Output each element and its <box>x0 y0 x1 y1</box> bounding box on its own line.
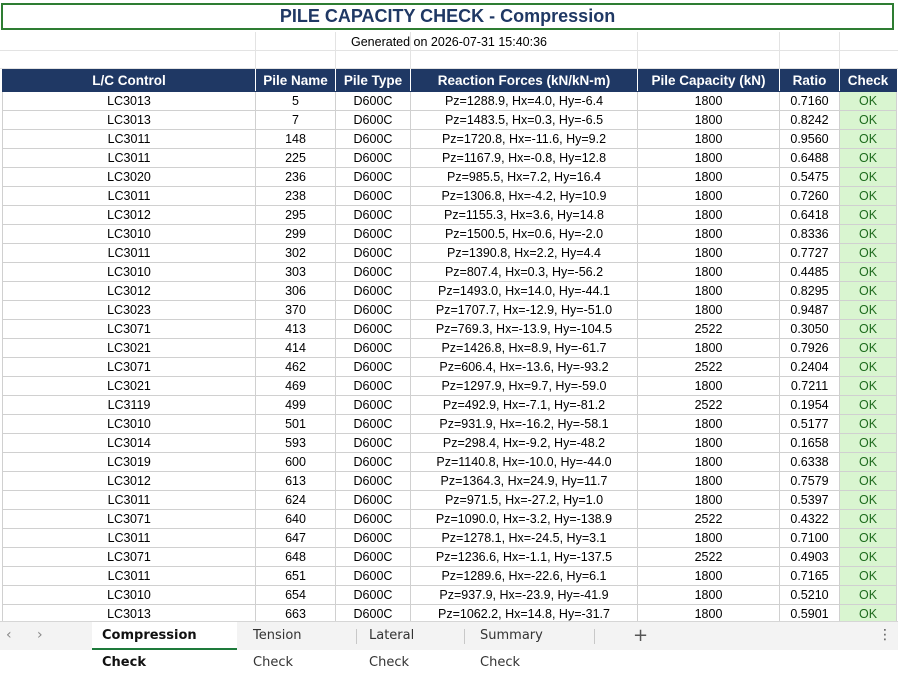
cell-ratio[interactable]: 0.7211 <box>780 377 840 396</box>
cell-check[interactable]: OK <box>840 244 897 263</box>
gridline <box>0 50 898 51</box>
cell-reaction-forces[interactable]: Pz=1167.9, Hx=-0.8, Hy=12.8 <box>411 149 638 168</box>
cell-check[interactable]: OK <box>840 149 897 168</box>
cell-lc-control[interactable]: LC3010 <box>3 263 256 282</box>
cell-lc-control[interactable]: LC3071 <box>3 510 256 529</box>
cell-pile-capacity[interactable]: 2522 <box>638 320 780 339</box>
cell-pile-type[interactable]: D600C <box>336 548 411 567</box>
table-row <box>3 586 897 605</box>
cell-pile-type[interactable]: D600C <box>336 567 411 586</box>
cell-pile-type[interactable]: D600C <box>336 586 411 605</box>
cell-check[interactable]: OK <box>840 282 897 301</box>
cell-ratio[interactable]: 0.7160 <box>780 92 840 111</box>
cell-pile-name[interactable]: 225 <box>256 149 336 168</box>
cell-reaction-forces[interactable]: Pz=1288.9, Hx=4.0, Hy=-6.4 <box>411 92 638 111</box>
gridline <box>335 32 336 69</box>
cell-check[interactable]: OK <box>840 605 897 622</box>
cell-reaction-forces[interactable]: Pz=1289.6, Hx=-22.6, Hy=6.1 <box>411 567 638 586</box>
cell-pile-type[interactable]: D600C <box>336 358 411 377</box>
cell-pile-capacity[interactable]: 2522 <box>638 396 780 415</box>
cell-pile-name[interactable]: 600 <box>256 453 336 472</box>
cell-check[interactable]: OK <box>840 586 897 605</box>
cell-pile-name[interactable]: 501 <box>256 415 336 434</box>
cell-pile-name[interactable]: 462 <box>256 358 336 377</box>
table-row <box>3 529 897 548</box>
table-row <box>3 168 897 187</box>
cell-pile-name[interactable]: 651 <box>256 567 336 586</box>
cell-reaction-forces[interactable]: Pz=606.4, Hx=-13.6, Hy=-93.2 <box>411 358 638 377</box>
table-row <box>3 396 897 415</box>
cell-pile-capacity[interactable]: 1800 <box>638 586 780 605</box>
column-header-pile-name[interactable]: Pile Name <box>256 70 336 92</box>
cell-lc-control[interactable]: LC3011 <box>3 187 256 206</box>
cell-ratio[interactable]: 0.2404 <box>780 358 840 377</box>
table-row <box>3 358 897 377</box>
cell-pile-type[interactable]: D600C <box>336 453 411 472</box>
cell-check[interactable]: OK <box>840 339 897 358</box>
cell-ratio[interactable]: 0.9487 <box>780 301 840 320</box>
cell-ratio[interactable]: 0.1658 <box>780 434 840 453</box>
table-row <box>3 282 897 301</box>
cell-pile-capacity[interactable]: 2522 <box>638 510 780 529</box>
cell-ratio[interactable]: 0.7100 <box>780 529 840 548</box>
cell-pile-capacity[interactable]: 1800 <box>638 567 780 586</box>
cell-pile-capacity[interactable]: 1800 <box>638 168 780 187</box>
cell-ratio[interactable]: 0.9560 <box>780 130 840 149</box>
cell-reaction-forces[interactable]: Pz=1278.1, Hx=-24.5, Hy=3.1 <box>411 529 638 548</box>
cell-reaction-forces[interactable]: Pz=1155.3, Hx=3.6, Hy=14.8 <box>411 206 638 225</box>
cell-ratio[interactable]: 0.5901 <box>780 605 840 622</box>
cell-ratio[interactable]: 0.8336 <box>780 225 840 244</box>
cell-lc-control[interactable]: LC3011 <box>3 149 256 168</box>
cell-pile-type[interactable]: D600C <box>336 282 411 301</box>
cell-pile-name[interactable]: 648 <box>256 548 336 567</box>
cell-lc-control[interactable]: LC3013 <box>3 605 256 622</box>
add-sheet-icon[interactable]: + <box>633 625 649 646</box>
cell-check[interactable]: OK <box>840 111 897 130</box>
table-row <box>3 453 897 472</box>
more-options-icon[interactable]: ⋮ <box>878 627 892 643</box>
cell-lc-control[interactable]: LC3014 <box>3 434 256 453</box>
cell-reaction-forces[interactable]: Pz=931.9, Hx=-16.2, Hy=-58.1 <box>411 415 638 434</box>
cell-check[interactable]: OK <box>840 396 897 415</box>
cell-reaction-forces[interactable]: Pz=769.3, Hx=-13.9, Hy=-104.5 <box>411 320 638 339</box>
cell-reaction-forces[interactable]: Pz=1493.0, Hx=14.0, Hy=-44.1 <box>411 282 638 301</box>
cell-pile-type[interactable]: D600C <box>336 130 411 149</box>
cell-ratio[interactable]: 0.5397 <box>780 491 840 510</box>
cell-check[interactable]: OK <box>840 92 897 111</box>
cell-ratio[interactable]: 0.4322 <box>780 510 840 529</box>
cell-pile-capacity[interactable]: 1800 <box>638 453 780 472</box>
tab-compression-check[interactable]: Compression Check <box>92 622 237 650</box>
table-body <box>3 92 897 622</box>
cell-check[interactable]: OK <box>840 567 897 586</box>
cell-pile-type[interactable]: D600C <box>336 320 411 339</box>
cell-check[interactable]: OK <box>840 263 897 282</box>
cell-lc-control[interactable]: LC3023 <box>3 301 256 320</box>
cell-ratio[interactable]: 0.5210 <box>780 586 840 605</box>
cell-reaction-forces[interactable]: Pz=1236.6, Hx=-1.1, Hy=-137.5 <box>411 548 638 567</box>
cell-pile-name[interactable]: 414 <box>256 339 336 358</box>
cell-pile-name[interactable]: 647 <box>256 529 336 548</box>
cell-ratio[interactable]: 0.5475 <box>780 168 840 187</box>
cell-ratio[interactable]: 0.1954 <box>780 396 840 415</box>
cell-pile-type[interactable]: D600C <box>336 244 411 263</box>
cell-reaction-forces[interactable]: Pz=1364.3, Hx=24.9, Hy=11.7 <box>411 472 638 491</box>
cell-reaction-forces[interactable]: Pz=985.5, Hx=7.2, Hy=16.4 <box>411 168 638 187</box>
cell-check[interactable]: OK <box>840 434 897 453</box>
cell-pile-name[interactable]: 306 <box>256 282 336 301</box>
table-row <box>3 605 897 622</box>
cell-lc-control[interactable]: LC3012 <box>3 282 256 301</box>
cell-pile-capacity[interactable]: 1800 <box>638 187 780 206</box>
cell-pile-name[interactable]: 663 <box>256 605 336 622</box>
cell-pile-name[interactable]: 148 <box>256 130 336 149</box>
cell-pile-name[interactable]: 236 <box>256 168 336 187</box>
table-header-row <box>3 70 897 92</box>
cell-reaction-forces[interactable]: Pz=298.4, Hx=-9.2, Hy=-48.2 <box>411 434 638 453</box>
cell-pile-type[interactable]: D600C <box>336 225 411 244</box>
cell-pile-capacity[interactable]: 1800 <box>638 92 780 111</box>
cell-pile-type[interactable]: D600C <box>336 377 411 396</box>
cell-ratio[interactable]: 0.7727 <box>780 244 840 263</box>
table-row <box>3 339 897 358</box>
cell-pile-type[interactable]: D600C <box>336 491 411 510</box>
column-header-check[interactable]: Check <box>840 70 897 92</box>
cell-lc-control[interactable]: LC3010 <box>3 225 256 244</box>
cell-pile-type[interactable]: D600C <box>336 472 411 491</box>
cell-check[interactable]: OK <box>840 301 897 320</box>
cell-pile-name[interactable]: 640 <box>256 510 336 529</box>
cell-pile-type[interactable]: D600C <box>336 510 411 529</box>
cell-pile-name[interactable]: 654 <box>256 586 336 605</box>
cell-lc-control[interactable]: LC3021 <box>3 339 256 358</box>
cell-pile-type[interactable]: D600C <box>336 339 411 358</box>
cell-reaction-forces[interactable]: Pz=1720.8, Hx=-11.6, Hy=9.2 <box>411 130 638 149</box>
scroll-tabs-right-icon[interactable]: › <box>37 627 43 643</box>
cell-pile-capacity[interactable]: 1800 <box>638 491 780 510</box>
table-row <box>3 225 897 244</box>
cell-pile-name[interactable]: 238 <box>256 187 336 206</box>
cell-reaction-forces[interactable]: Pz=1140.8, Hx=-10.0, Hy=-44.0 <box>411 453 638 472</box>
cell-pile-type[interactable]: D600C <box>336 434 411 453</box>
cell-ratio[interactable]: 0.7926 <box>780 339 840 358</box>
cell-check[interactable]: OK <box>840 206 897 225</box>
cell-lc-control[interactable]: LC3011 <box>3 130 256 149</box>
pile-capacity-table <box>2 69 897 621</box>
cell-pile-type[interactable]: D600C <box>336 206 411 225</box>
cell-pile-type[interactable]: D600C <box>336 149 411 168</box>
cell-pile-name[interactable]: 624 <box>256 491 336 510</box>
cell-pile-name[interactable]: 613 <box>256 472 336 491</box>
cell-reaction-forces[interactable]: Pz=1426.8, Hx=8.9, Hy=-61.7 <box>411 339 638 358</box>
table-row <box>3 472 897 491</box>
cell-ratio[interactable]: 0.8242 <box>780 111 840 130</box>
table-row <box>3 548 897 567</box>
column-header-pile-capacity[interactable]: Pile Capacity (kN) <box>638 70 780 92</box>
table-row <box>3 206 897 225</box>
cell-reaction-forces[interactable]: Pz=1306.8, Hx=-4.2, Hy=10.9 <box>411 187 638 206</box>
cell-pile-capacity[interactable]: 1800 <box>638 244 780 263</box>
column-header-lc-control[interactable]: L/C Control <box>3 70 256 92</box>
cell-reaction-forces[interactable]: Pz=971.5, Hx=-27.2, Hy=1.0 <box>411 491 638 510</box>
cell-lc-control[interactable]: LC3071 <box>3 358 256 377</box>
cell-ratio[interactable]: 0.7165 <box>780 567 840 586</box>
cell-pile-name[interactable]: 303 <box>256 263 336 282</box>
cell-pile-capacity[interactable]: 1800 <box>638 339 780 358</box>
cell-ratio[interactable]: 0.6338 <box>780 453 840 472</box>
cell-pile-capacity[interactable]: 2522 <box>638 358 780 377</box>
cell-lc-control[interactable]: LC3119 <box>3 396 256 415</box>
cell-pile-type[interactable]: D600C <box>336 168 411 187</box>
cell-pile-type[interactable]: D600C <box>336 529 411 548</box>
cell-pile-type[interactable]: D600C <box>336 301 411 320</box>
cell-lc-control[interactable]: LC3010 <box>3 586 256 605</box>
cell-check[interactable]: OK <box>840 510 897 529</box>
cell-pile-capacity[interactable]: 1800 <box>638 149 780 168</box>
cell-pile-capacity[interactable]: 1800 <box>638 377 780 396</box>
table-row <box>3 92 897 111</box>
cell-pile-type[interactable]: D600C <box>336 605 411 622</box>
cell-check[interactable]: OK <box>840 187 897 206</box>
cell-ratio[interactable]: 0.7260 <box>780 187 840 206</box>
cell-pile-capacity[interactable]: 1800 <box>638 301 780 320</box>
cell-check[interactable]: OK <box>840 453 897 472</box>
cell-ratio[interactable]: 0.5177 <box>780 415 840 434</box>
cell-check[interactable]: OK <box>840 472 897 491</box>
report-title[interactable]: PILE CAPACITY CHECK - Compression <box>1 3 894 30</box>
cell-check[interactable]: OK <box>840 130 897 149</box>
cell-lc-control[interactable]: LC3013 <box>3 111 256 130</box>
cell-pile-name[interactable]: 302 <box>256 244 336 263</box>
cell-reaction-forces[interactable]: Pz=1062.2, Hx=14.8, Hy=-31.7 <box>411 605 638 622</box>
cell-check[interactable]: OK <box>840 168 897 187</box>
cell-ratio[interactable]: 0.4903 <box>780 548 840 567</box>
table-row <box>3 263 897 282</box>
cell-pile-name[interactable]: 499 <box>256 396 336 415</box>
cell-pile-type[interactable]: D600C <box>336 111 411 130</box>
column-header-reaction-forces[interactable]: Reaction Forces (kN/kN-m) <box>411 70 638 92</box>
cell-lc-control[interactable]: LC3020 <box>3 168 256 187</box>
cell-lc-control[interactable]: LC3012 <box>3 206 256 225</box>
cell-reaction-forces[interactable]: Pz=1707.7, Hx=-12.9, Hy=-51.0 <box>411 301 638 320</box>
table-row <box>3 301 897 320</box>
cell-lc-control[interactable]: LC3071 <box>3 548 256 567</box>
tab-divider <box>594 629 595 644</box>
cell-lc-control[interactable]: LC3011 <box>3 567 256 586</box>
gridline <box>779 32 780 69</box>
table-row <box>3 415 897 434</box>
cell-pile-name[interactable]: 299 <box>256 225 336 244</box>
cell-check[interactable]: OK <box>840 377 897 396</box>
table-row <box>3 187 897 206</box>
cell-reaction-forces[interactable]: Pz=937.9, Hx=-23.9, Hy=-41.9 <box>411 586 638 605</box>
table-row <box>3 111 897 130</box>
cell-pile-type[interactable]: D600C <box>336 92 411 111</box>
tab-tension-check[interactable]: Tension Check <box>253 628 302 670</box>
cell-pile-name[interactable]: 469 <box>256 377 336 396</box>
cell-lc-control[interactable]: LC3010 <box>3 415 256 434</box>
gridline <box>255 32 256 69</box>
table-row <box>3 244 897 263</box>
table-row <box>3 510 897 529</box>
cell-pile-capacity[interactable]: 2522 <box>638 548 780 567</box>
cell-ratio[interactable]: 0.8295 <box>780 282 840 301</box>
cell-ratio[interactable]: 0.4485 <box>780 263 840 282</box>
table-row <box>3 149 897 168</box>
cell-pile-type[interactable]: D600C <box>336 396 411 415</box>
sheet-tab-bar <box>0 621 898 670</box>
column-header-ratio[interactable]: Ratio <box>780 70 840 92</box>
cell-lc-control[interactable]: LC3012 <box>3 472 256 491</box>
gridline <box>637 32 638 69</box>
cell-reaction-forces[interactable]: Pz=1297.9, Hx=9.7, Hy=-59.0 <box>411 377 638 396</box>
cell-pile-capacity[interactable]: 1800 <box>638 111 780 130</box>
cell-pile-type[interactable]: D600C <box>336 263 411 282</box>
table-row <box>3 320 897 339</box>
cell-pile-capacity[interactable]: 1800 <box>638 206 780 225</box>
tab-lateral-check[interactable]: Lateral Check <box>369 628 415 670</box>
table-row <box>3 130 897 149</box>
cell-pile-name[interactable]: 370 <box>256 301 336 320</box>
cell-check[interactable]: OK <box>840 491 897 510</box>
cell-pile-name[interactable]: 7 <box>256 111 336 130</box>
cell-pile-capacity[interactable]: 1800 <box>638 529 780 548</box>
cell-reaction-forces[interactable]: Pz=1090.0, Hx=-3.2, Hy=-138.9 <box>411 510 638 529</box>
table-row <box>3 434 897 453</box>
cell-ratio[interactable]: 0.6488 <box>780 149 840 168</box>
cell-lc-control[interactable]: LC3071 <box>3 320 256 339</box>
cell-pile-capacity[interactable]: 1800 <box>638 282 780 301</box>
cell-check[interactable]: OK <box>840 415 897 434</box>
cell-pile-capacity[interactable]: 1800 <box>638 472 780 491</box>
cell-lc-control[interactable]: LC3019 <box>3 453 256 472</box>
cell-check[interactable]: OK <box>840 548 897 567</box>
gridline <box>410 32 411 69</box>
cell-lc-control[interactable]: LC3011 <box>3 529 256 548</box>
cell-lc-control[interactable]: LC3013 <box>3 92 256 111</box>
cell-reaction-forces[interactable]: Pz=492.9, Hx=-7.1, Hy=-81.2 <box>411 396 638 415</box>
cell-pile-capacity[interactable]: 1800 <box>638 415 780 434</box>
cell-pile-type[interactable]: D600C <box>336 415 411 434</box>
column-header-pile-type[interactable]: Pile Type <box>336 70 411 92</box>
cell-ratio[interactable]: 0.7579 <box>780 472 840 491</box>
cell-check[interactable]: OK <box>840 225 897 244</box>
tab-divider <box>464 629 465 644</box>
cell-reaction-forces[interactable]: Pz=807.4, Hx=0.3, Hy=-56.2 <box>411 263 638 282</box>
cell-reaction-forces[interactable]: Pz=1390.8, Hx=2.2, Hy=4.4 <box>411 244 638 263</box>
gridline <box>839 32 840 69</box>
cell-lc-control[interactable]: LC3011 <box>3 244 256 263</box>
cell-pile-capacity[interactable]: 1800 <box>638 434 780 453</box>
tab-summary-check[interactable]: Summary Check <box>480 628 543 670</box>
cell-pile-name[interactable]: 5 <box>256 92 336 111</box>
generated-timestamp[interactable]: Generated on 2026-07-31 15:40:36 <box>351 34 547 49</box>
cell-check[interactable]: OK <box>840 358 897 377</box>
cell-reaction-forces[interactable]: Pz=1500.5, Hx=0.6, Hy=-2.0 <box>411 225 638 244</box>
table-row <box>3 567 897 586</box>
cell-pile-capacity[interactable]: 1800 <box>638 130 780 149</box>
cell-pile-name[interactable]: 413 <box>256 320 336 339</box>
cell-pile-capacity[interactable]: 1800 <box>638 263 780 282</box>
cell-lc-control[interactable]: LC3011 <box>3 491 256 510</box>
cell-lc-control[interactable]: LC3021 <box>3 377 256 396</box>
scroll-tabs-left-icon[interactable]: ‹ <box>6 627 12 643</box>
cell-ratio[interactable]: 0.6418 <box>780 206 840 225</box>
table-row <box>3 491 897 510</box>
cell-pile-capacity[interactable]: 1800 <box>638 225 780 244</box>
cell-check[interactable]: OK <box>840 320 897 339</box>
cell-pile-capacity[interactable]: 1800 <box>638 605 780 622</box>
cell-pile-name[interactable]: 295 <box>256 206 336 225</box>
table-row <box>3 377 897 396</box>
cell-ratio[interactable]: 0.3050 <box>780 320 840 339</box>
cell-pile-type[interactable]: D600C <box>336 187 411 206</box>
tab-divider <box>356 629 357 644</box>
cell-check[interactable]: OK <box>840 529 897 548</box>
cell-pile-name[interactable]: 593 <box>256 434 336 453</box>
cell-reaction-forces[interactable]: Pz=1483.5, Hx=0.3, Hy=-6.5 <box>411 111 638 130</box>
